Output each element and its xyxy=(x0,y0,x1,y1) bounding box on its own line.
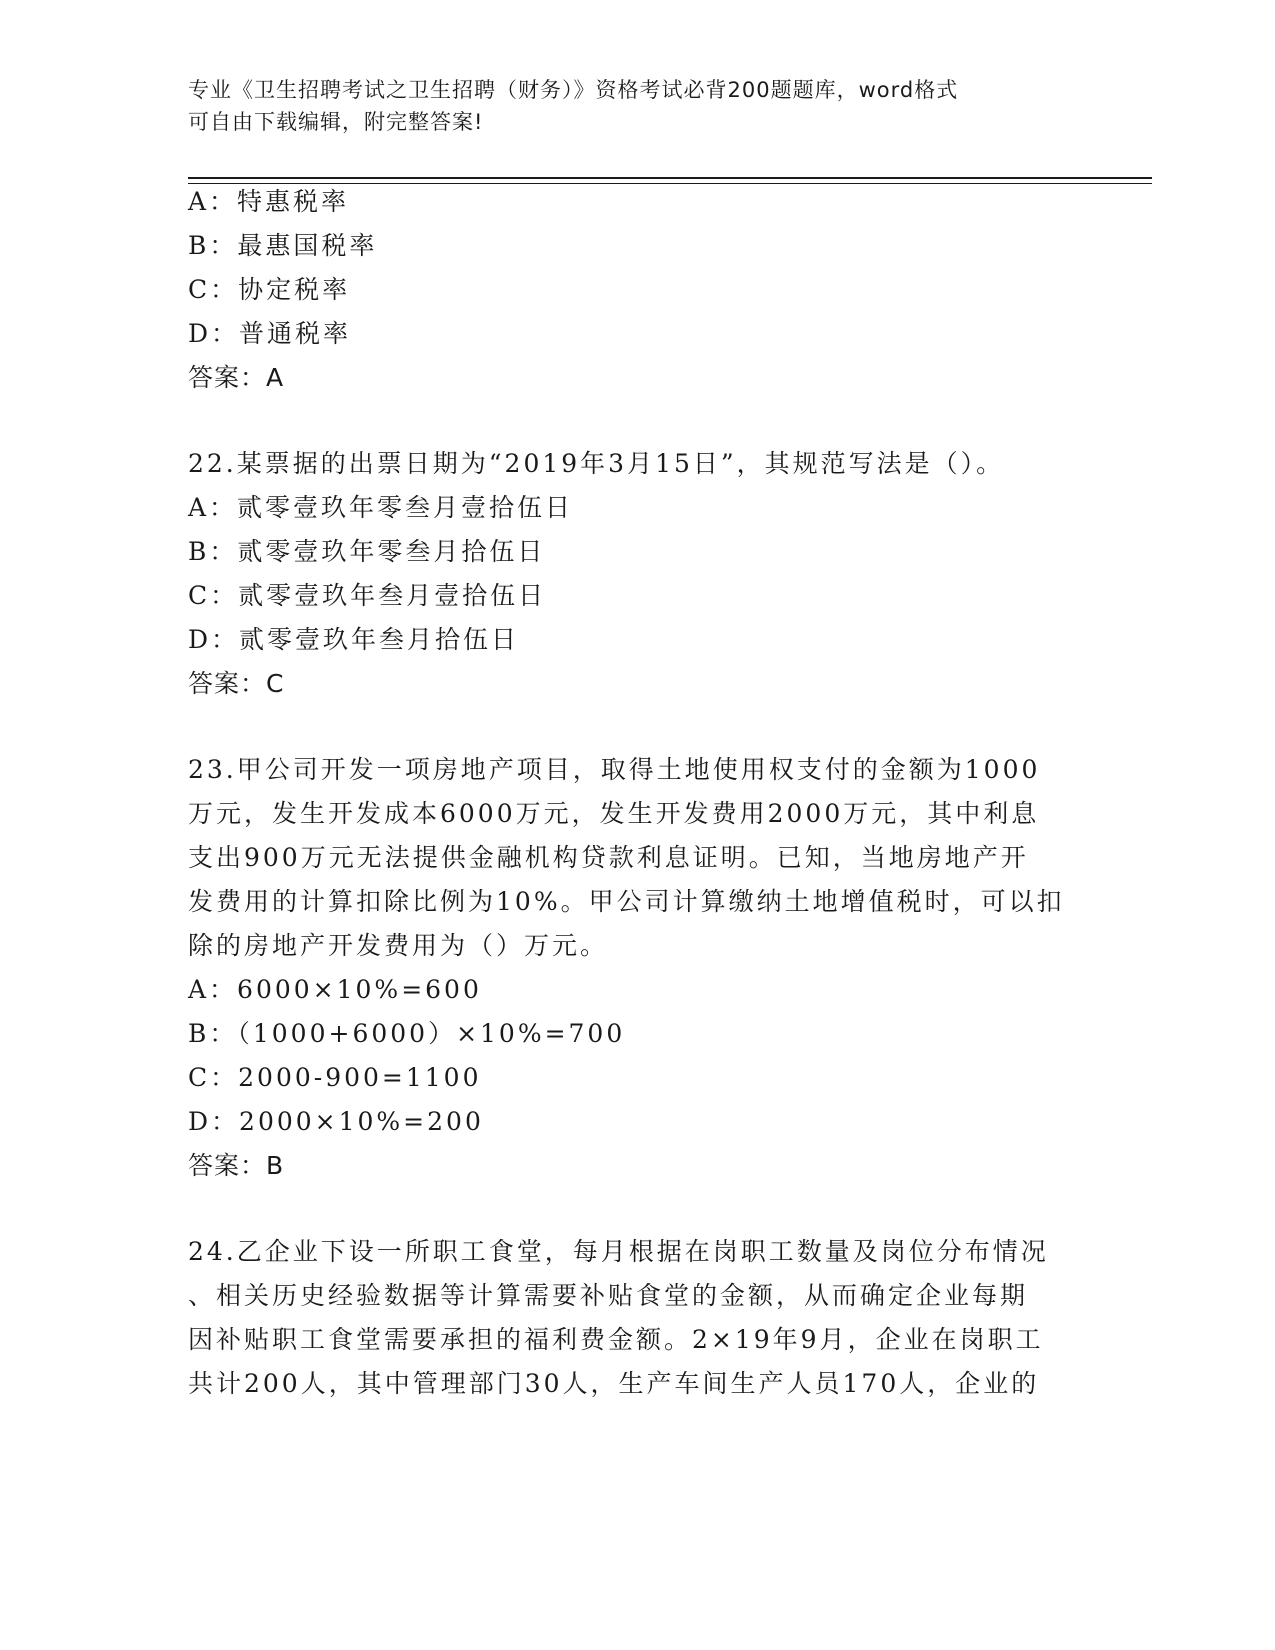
header-divider-thin xyxy=(188,183,1152,184)
q22-answer: 答案：C xyxy=(188,669,285,698)
q21-option-d: D：普通税率 xyxy=(188,319,352,348)
q24-stem-line-1: 24.乙企业下设一所职工食堂，每月根据在岗职工数量及岗位分布情况 xyxy=(188,1237,1049,1266)
q24-stem-line-2: 、相关历史经验数据等计算需要补贴食堂的金额，从而确定企业每期 xyxy=(188,1281,1029,1310)
header-title-line-2: 可自由下载编辑，附完整答案! xyxy=(188,110,484,134)
q23-stem-line-4: 发费用的计算扣除比例为10%。甲公司计算缴纳土地增值税时，可以扣 xyxy=(188,887,1065,916)
document-header xyxy=(188,74,1088,138)
q23-stem-line-5: 除的房地产开发费用为（）万元。 xyxy=(188,931,609,960)
q22-option-b: B：贰零壹玖年零叁月拾伍日 xyxy=(188,537,546,566)
q23-answer: 答案：B xyxy=(188,1151,285,1180)
q22-option-c: C：贰零壹玖年叁月壹拾伍日 xyxy=(188,581,547,610)
q24-stem-line-4: 共计200人，其中管理部门30人，生产车间生产人员170人，企业的 xyxy=(188,1369,1040,1398)
q24-stem-line-3: 因补贴职工食堂需要承担的福利费金额。2×19年9月，企业在岗职工 xyxy=(188,1325,1044,1354)
q21-answer: 答案：A xyxy=(188,363,285,392)
q23-option-b: B：（1000+6000）×10%=700 xyxy=(188,1019,626,1048)
q22-option-d: D：贰零壹玖年叁月拾伍日 xyxy=(188,625,520,654)
q23-option-a: A：6000×10%=600 xyxy=(188,975,482,1004)
q21-option-a: A：特惠税率 xyxy=(188,187,350,216)
q23-stem-line-2: 万元，发生开发成本6000万元，发生开发费用2000万元，其中利息 xyxy=(188,799,1040,828)
header-title-line-1: 专业《卫生招聘考试之卫生招聘（财务）》资格考试必背200题题库，word格式 xyxy=(188,78,959,102)
header-divider-thick xyxy=(188,177,1152,179)
q23-stem-line-3: 支出900万元无法提供金融机构贷款利息证明。已知，当地房地产开 xyxy=(188,843,1029,872)
q23-option-c: C：2000-900=1100 xyxy=(188,1063,482,1092)
q23-stem-line-1: 23.甲公司开发一项房地产项目，取得土地使用权支付的金额为1000 xyxy=(188,755,1041,784)
q21-option-b: B：最惠国税率 xyxy=(188,231,378,260)
q23-option-d: D：2000×10%=200 xyxy=(188,1107,484,1136)
q22-stem: 22.某票据的出票日期为“2019年3月15日”，其规范写法是（）。 xyxy=(188,449,1005,478)
q22-option-a: A：贰零壹玖年零叁月壹拾伍日 xyxy=(188,493,574,522)
q21-option-c: C：协定税率 xyxy=(188,275,351,304)
